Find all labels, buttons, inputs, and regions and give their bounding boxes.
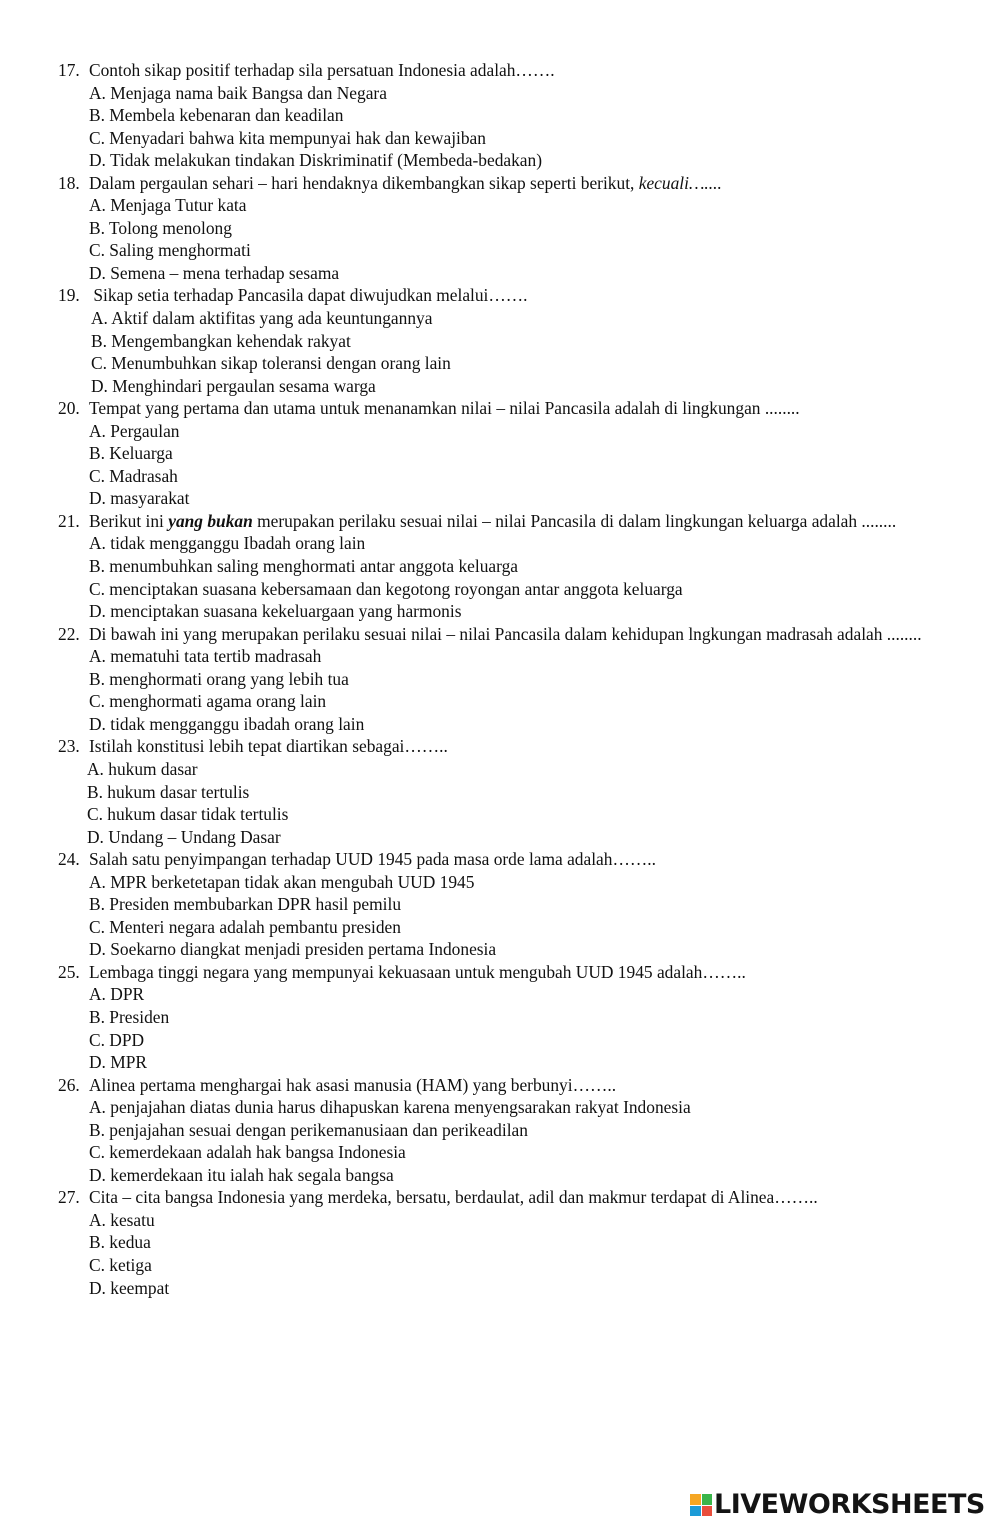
option-b[interactable]: B. Membela kebenaran dan keadilan [89,105,344,126]
option-a[interactable]: A. tidak mengganggu Ibadah orang lain [89,533,366,554]
option-d[interactable]: D. masyarakat [89,488,190,509]
question-number: 18. [58,172,80,193]
option-d[interactable]: D. kemerdekaan itu ialah hak segala bangsa [89,1164,394,1185]
option-b[interactable]: B. Tolong menolong [89,217,232,238]
option-a[interactable]: A. DPR [89,984,145,1005]
option-b[interactable]: B. Presiden membubarkan DPR hasil pemilu [89,894,402,915]
question-17 [58,59,958,172]
option-a[interactable]: A. mematuhi tata tertib madrasah [89,646,322,667]
question-text: Salah satu penyimpangan terhadap UUD 1945 pada masa orde lama adalah…….. [89,849,656,870]
question-text: Alinea pertama menghargai hak asasi manusia (HAM) yang berbunyi…….. [89,1074,617,1095]
option-c[interactable]: C. menciptakan suasana kebersamaan dan kegotong royongan antar anggota keluarga [89,578,683,599]
question-number: 25. [58,961,80,982]
option-a[interactable]: A. Menjaga nama baik Bangsa dan Negara [89,82,387,103]
question-18 [58,172,958,285]
question-number: 24. [58,849,80,870]
option-c[interactable]: C. Madrasah [89,465,178,486]
question-text [89,510,958,533]
option-a[interactable]: A. kesatu [89,1209,155,1230]
option-a[interactable]: A. Aktif dalam aktifitas yang ada keuntungannya [91,308,433,329]
question-21 [58,510,958,623]
question-number: 21. [58,510,80,531]
option-a[interactable]: A. Pergaulan [89,420,180,441]
option-b[interactable]: B. Mengembangkan kehendak rakyat [91,330,351,351]
question-text-part: merupakan perilaku sesuai nilai – nilai Pancasila di dalam lingkungan keluarga adalah ........ [252,510,897,531]
question-number: 26. [58,1074,80,1095]
option-c[interactable]: C. menghormati agama orang lain [89,691,327,712]
question-24 [58,848,958,961]
question-text: Di bawah ini yang merupakan perilaku sesuai nilai – nilai Pancasila dalam kehidupan lngkungan madrasah adalah ........ [89,623,922,644]
question-20 [58,397,958,510]
question-26 [58,1074,958,1187]
option-a[interactable]: A. Menjaga Tutur kata [89,195,247,216]
option-b[interactable]: B. kedua [89,1232,151,1253]
option-c[interactable]: C. kemerdekaan adalah hak bangsa Indonesia [89,1142,406,1163]
option-b[interactable]: B. penjajahan sesuai dengan perikemanusiaan dan perikeadilan [89,1119,528,1140]
option-c[interactable]: C. DPD [89,1029,145,1050]
question-text: Tempat yang pertama dan utama untuk menanamkan nilai – nilai Pancasila adalah di lingkungan ........ [89,398,800,419]
option-d[interactable]: D. keempat [89,1277,170,1298]
question-number: 27. [58,1187,80,1208]
option-d[interactable]: D. Menghindari pergaulan sesama warga [91,375,376,396]
option-c[interactable]: C. Menumbuhkan sikap toleransi dengan orang lain [91,353,451,374]
option-d[interactable]: D. Undang – Undang Dasar [87,826,281,847]
option-c[interactable]: C. Saling menghormati [89,240,251,261]
option-d[interactable]: D. Tidak melakukan tindakan Diskriminatif (Membeda-bedakan) [89,150,543,171]
question-text: Lembaga tinggi negara yang mempunyai kekuasaan untuk mengubah UUD 1945 adalah…….. [89,961,746,982]
liveworksheets-logo-text: LIVEWORKSHEETS [714,1488,985,1520]
question-text [89,172,958,195]
option-b[interactable]: B. Presiden [89,1006,170,1027]
question-number: 20. [58,398,80,419]
question-27 [58,1186,958,1299]
option-c[interactable]: C. ketiga [89,1254,152,1275]
option-b[interactable]: B. Keluarga [89,443,173,464]
option-c[interactable]: C. Menyadari bahwa kita mempunyai hak dan kewajiban [89,127,486,148]
worksheet-document [58,59,958,1299]
option-b[interactable]: B. hukum dasar tertulis [87,781,250,802]
question-number: 17. [58,60,80,80]
question-text: Sikap setia terhadap Pancasila dapat diwujudkan melalui……. [89,285,528,306]
option-d[interactable]: D. Soekarno diangkat menjadi presiden pertama Indonesia [89,939,497,960]
option-b[interactable]: B. menghormati orang yang lebih tua [89,668,349,689]
question-text: Contoh sikap positif terhadap sila persatuan Indonesia adalah……. [89,60,555,80]
question-22 [58,623,958,736]
option-d[interactable]: D. menciptakan suasana kekeluargaan yang harmonis [89,601,462,622]
question-23 [58,735,958,848]
question-text-part: Dalam pergaulan sehari – hari hendaknya dikembangkan sikap seperti berikut, [89,172,639,193]
option-d[interactable]: D. Semena – mena terhadap sesama [89,262,340,283]
question-text: Istilah konstitusi lebih tepat diartikan sebagai…….. [89,736,448,757]
question-number: 19. [58,285,80,306]
question-keyword: yang bukan [168,510,253,531]
option-a[interactable]: A. MPR berketetapan tidak akan mengubah UUD 1945 [89,871,475,892]
question-25 [58,961,958,1074]
liveworksheets-logo-icon [690,1494,712,1516]
question-text-part: ….... [688,172,722,193]
question-number: 22. [58,623,80,644]
question-text: Cita – cita bangsa Indonesia yang merdeka, bersatu, berdaulat, adil dan makmur terdapat di Alinea…….. [89,1187,818,1208]
question-number: 23. [58,736,80,757]
option-a[interactable]: A. hukum dasar [87,758,198,779]
question-text-part: Berikut ini [89,510,169,531]
option-b[interactable]: B. menumbuhkan saling menghormati antar anggota keluarga [89,556,519,577]
option-c[interactable]: C. hukum dasar tidak tertulis [87,804,289,825]
option-d[interactable]: D. tidak mengganggu ibadah orang lain [89,713,365,734]
option-c[interactable]: C. Menteri negara adalah pembantu presiden [89,916,401,937]
option-a[interactable]: A. penjajahan diatas dunia harus dihapuskan karena menyengsarakan rakyat Indonesia [89,1097,691,1118]
question-19 [58,284,958,397]
liveworksheets-logo[interactable] [690,1490,985,1520]
option-d[interactable]: D. MPR [89,1052,147,1073]
question-keyword: kecuali [638,172,689,193]
